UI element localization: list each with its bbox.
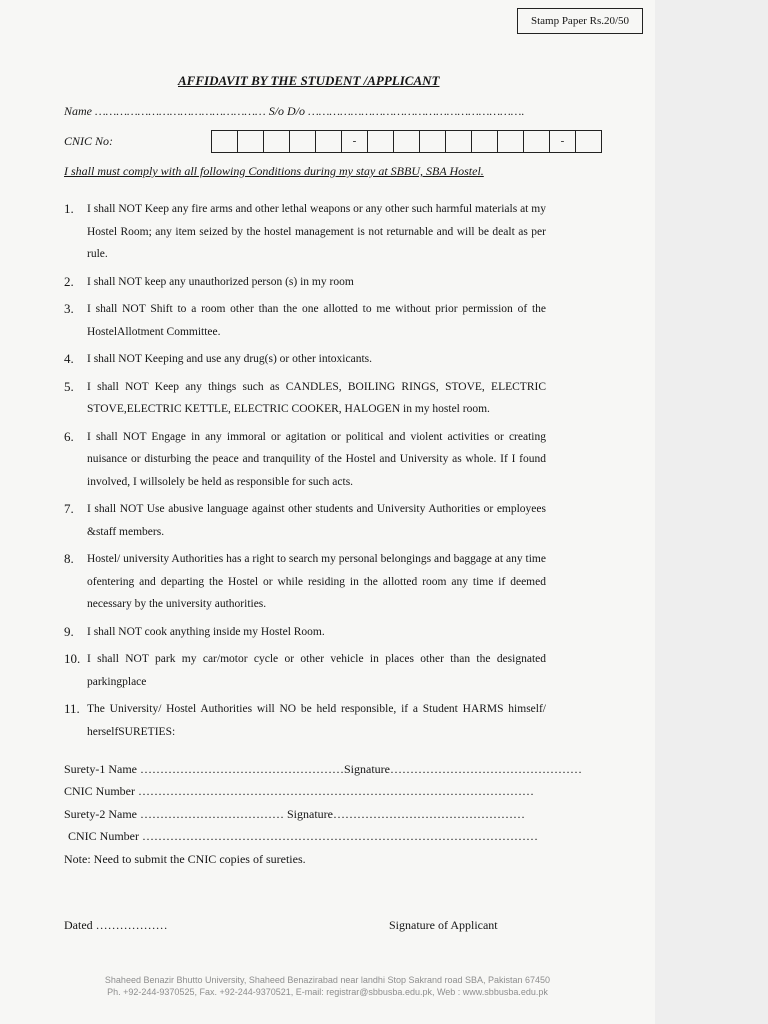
condition-text: I shall NOT keep any unauthorized person (s) in my room: [87, 275, 354, 288]
conditions-heading: I shall must comply with all following Conditions during my stay at SBBU, SBA Hostel.: [64, 164, 484, 178]
condition-number: 8.: [64, 551, 74, 566]
condition-number: 5.: [64, 378, 74, 394]
stamp-paper-box: Stamp Paper Rs.20/50: [517, 8, 643, 34]
cnic-box-grid[interactable]: [212, 130, 602, 153]
condition-text: I shall NOT Keep any things such as CANDLES, BOILING RINGS, STOVE, ELECTRIC STOVE,ELECTRIC KETTLE, ELECTRIC COOKER, HALOGEN in my hostel room.: [87, 380, 546, 415]
condition-text: I shall NOT Engage in any immoral or agitation or political and violent activities or creating nuisance or disturbing the peace and tranquility of the Hostel and University as whole. If I found involved, I willsolely be held as responsible for such acts.: [87, 430, 546, 488]
cnic-digit-box[interactable]: [523, 130, 550, 153]
condition-text: I shall NOT Keep any fire arms and other lethal weapons or any other such harmful materials at my Hostel Room; any item seized by the hostel management is not returnable and will be dealt as per rule.: [87, 203, 546, 260]
conditions-list: [64, 198, 546, 748]
condition-number: 9.: [64, 623, 74, 639]
footer-contact: Ph. +92-244-9370525, Fax. +92-244-9370521, E-mail: registrar@sbbusba.edu.pk, Web : www.sbbusba.edu.pk: [107, 987, 548, 997]
surety-2-cnic-line[interactable]: CNIC Number ………………………………………………………………………………………: [68, 829, 538, 843]
cnic-digit-box[interactable]: [471, 130, 498, 153]
condition-number: 10.: [64, 651, 81, 666]
cnic-digit-box[interactable]: [367, 130, 394, 153]
condition-item: [64, 198, 546, 266]
condition-text: The University/ Hostel Authorities will NO be held responsible, if a Student HARMS himself/ herselfSURETIES:: [87, 703, 546, 738]
surety-1-cnic-line[interactable]: CNIC Number ………………………………………………………………………………………: [64, 784, 534, 798]
condition-number: 4.: [64, 351, 74, 366]
condition-item: [64, 426, 546, 494]
condition-item: [64, 376, 546, 421]
cnic-digit-box[interactable]: [575, 130, 602, 153]
cnic-label: CNIC No:: [64, 134, 114, 148]
sureties-note: Note: Need to submit the CNIC copies of sureties.: [64, 852, 306, 866]
condition-text: I shall NOT cook anything inside my Hostel Room.: [87, 625, 325, 638]
condition-number: 3.: [64, 301, 74, 316]
name-blank[interactable]: …………………………………………: [95, 104, 266, 118]
surety-2-name-line[interactable]: Surety-2 Name ……………………………… Signature…………………………………………: [64, 807, 525, 821]
cnic-digit-box[interactable]: [419, 130, 446, 153]
condition-item: [64, 298, 546, 343]
cnic-digit-box[interactable]: [315, 130, 342, 153]
condition-text: I shall NOT Shift to a room other than the one allotted to me without prior permission of the HostelAllotment Committee.: [87, 303, 546, 338]
cnic-digit-box[interactable]: [237, 130, 264, 153]
condition-number: 11.: [64, 701, 80, 716]
condition-text: I shall NOT Use abusive language against other students and University Authorities or employees &staff members.: [87, 503, 546, 538]
condition-number: 1.: [64, 201, 74, 216]
footer-address: Shaheed Benazir Bhutto University, Shaheed Benazirabad near landhi Stop Sakrand road SBA, Pakistan 67450: [104, 975, 551, 985]
condition-number: 7.: [64, 501, 74, 516]
dated-line[interactable]: Dated ………………: [64, 918, 168, 932]
cnic-digit-box[interactable]: [289, 130, 316, 153]
cnic-digit-box[interactable]: [263, 130, 290, 153]
cnic-digit-box[interactable]: [393, 130, 420, 153]
affidavit-title: AFFIDAVIT BY THE STUDENT /APPLICANT: [178, 73, 440, 88]
condition-item: [64, 348, 546, 371]
cnic-digit-box[interactable]: -: [341, 130, 368, 153]
condition-number: 2.: [64, 273, 74, 289]
name-label: Name: [64, 104, 92, 118]
surety-1-name-line[interactable]: Surety-1 Name ……………………………………………Signature…………………………………………: [64, 762, 582, 776]
cnic-digit-box[interactable]: -: [549, 130, 576, 153]
so-do-label: S/o D/o: [268, 104, 306, 118]
cnic-digit-box[interactable]: [497, 130, 524, 153]
cnic-digit-box[interactable]: [445, 130, 472, 153]
condition-text: I shall NOT park my car/motor cycle or other vehicle in places other than the designated parkingplace: [87, 653, 546, 688]
cnic-digit-box[interactable]: [211, 130, 238, 153]
condition-item: [64, 498, 546, 543]
condition-item: [64, 548, 546, 616]
applicant-signature-label: Signature of Applicant: [389, 918, 498, 932]
father-name-blank[interactable]: …………………………………………………….: [308, 104, 525, 118]
condition-item: [64, 621, 546, 644]
condition-number: 6.: [64, 428, 74, 444]
condition-item: [64, 698, 546, 743]
condition-item: [64, 271, 546, 294]
condition-text: I shall NOT Keeping and use any drug(s) or other intoxicants.: [87, 353, 372, 365]
condition-text: Hostel/ university Authorities has a right to search my personal belongings and baggage at any time ofentering and departing the Hostel or while residing in the allotted room any time if deemed necessary by the university authorities.: [87, 553, 546, 610]
condition-item: [64, 648, 546, 693]
name-line: [64, 104, 524, 119]
